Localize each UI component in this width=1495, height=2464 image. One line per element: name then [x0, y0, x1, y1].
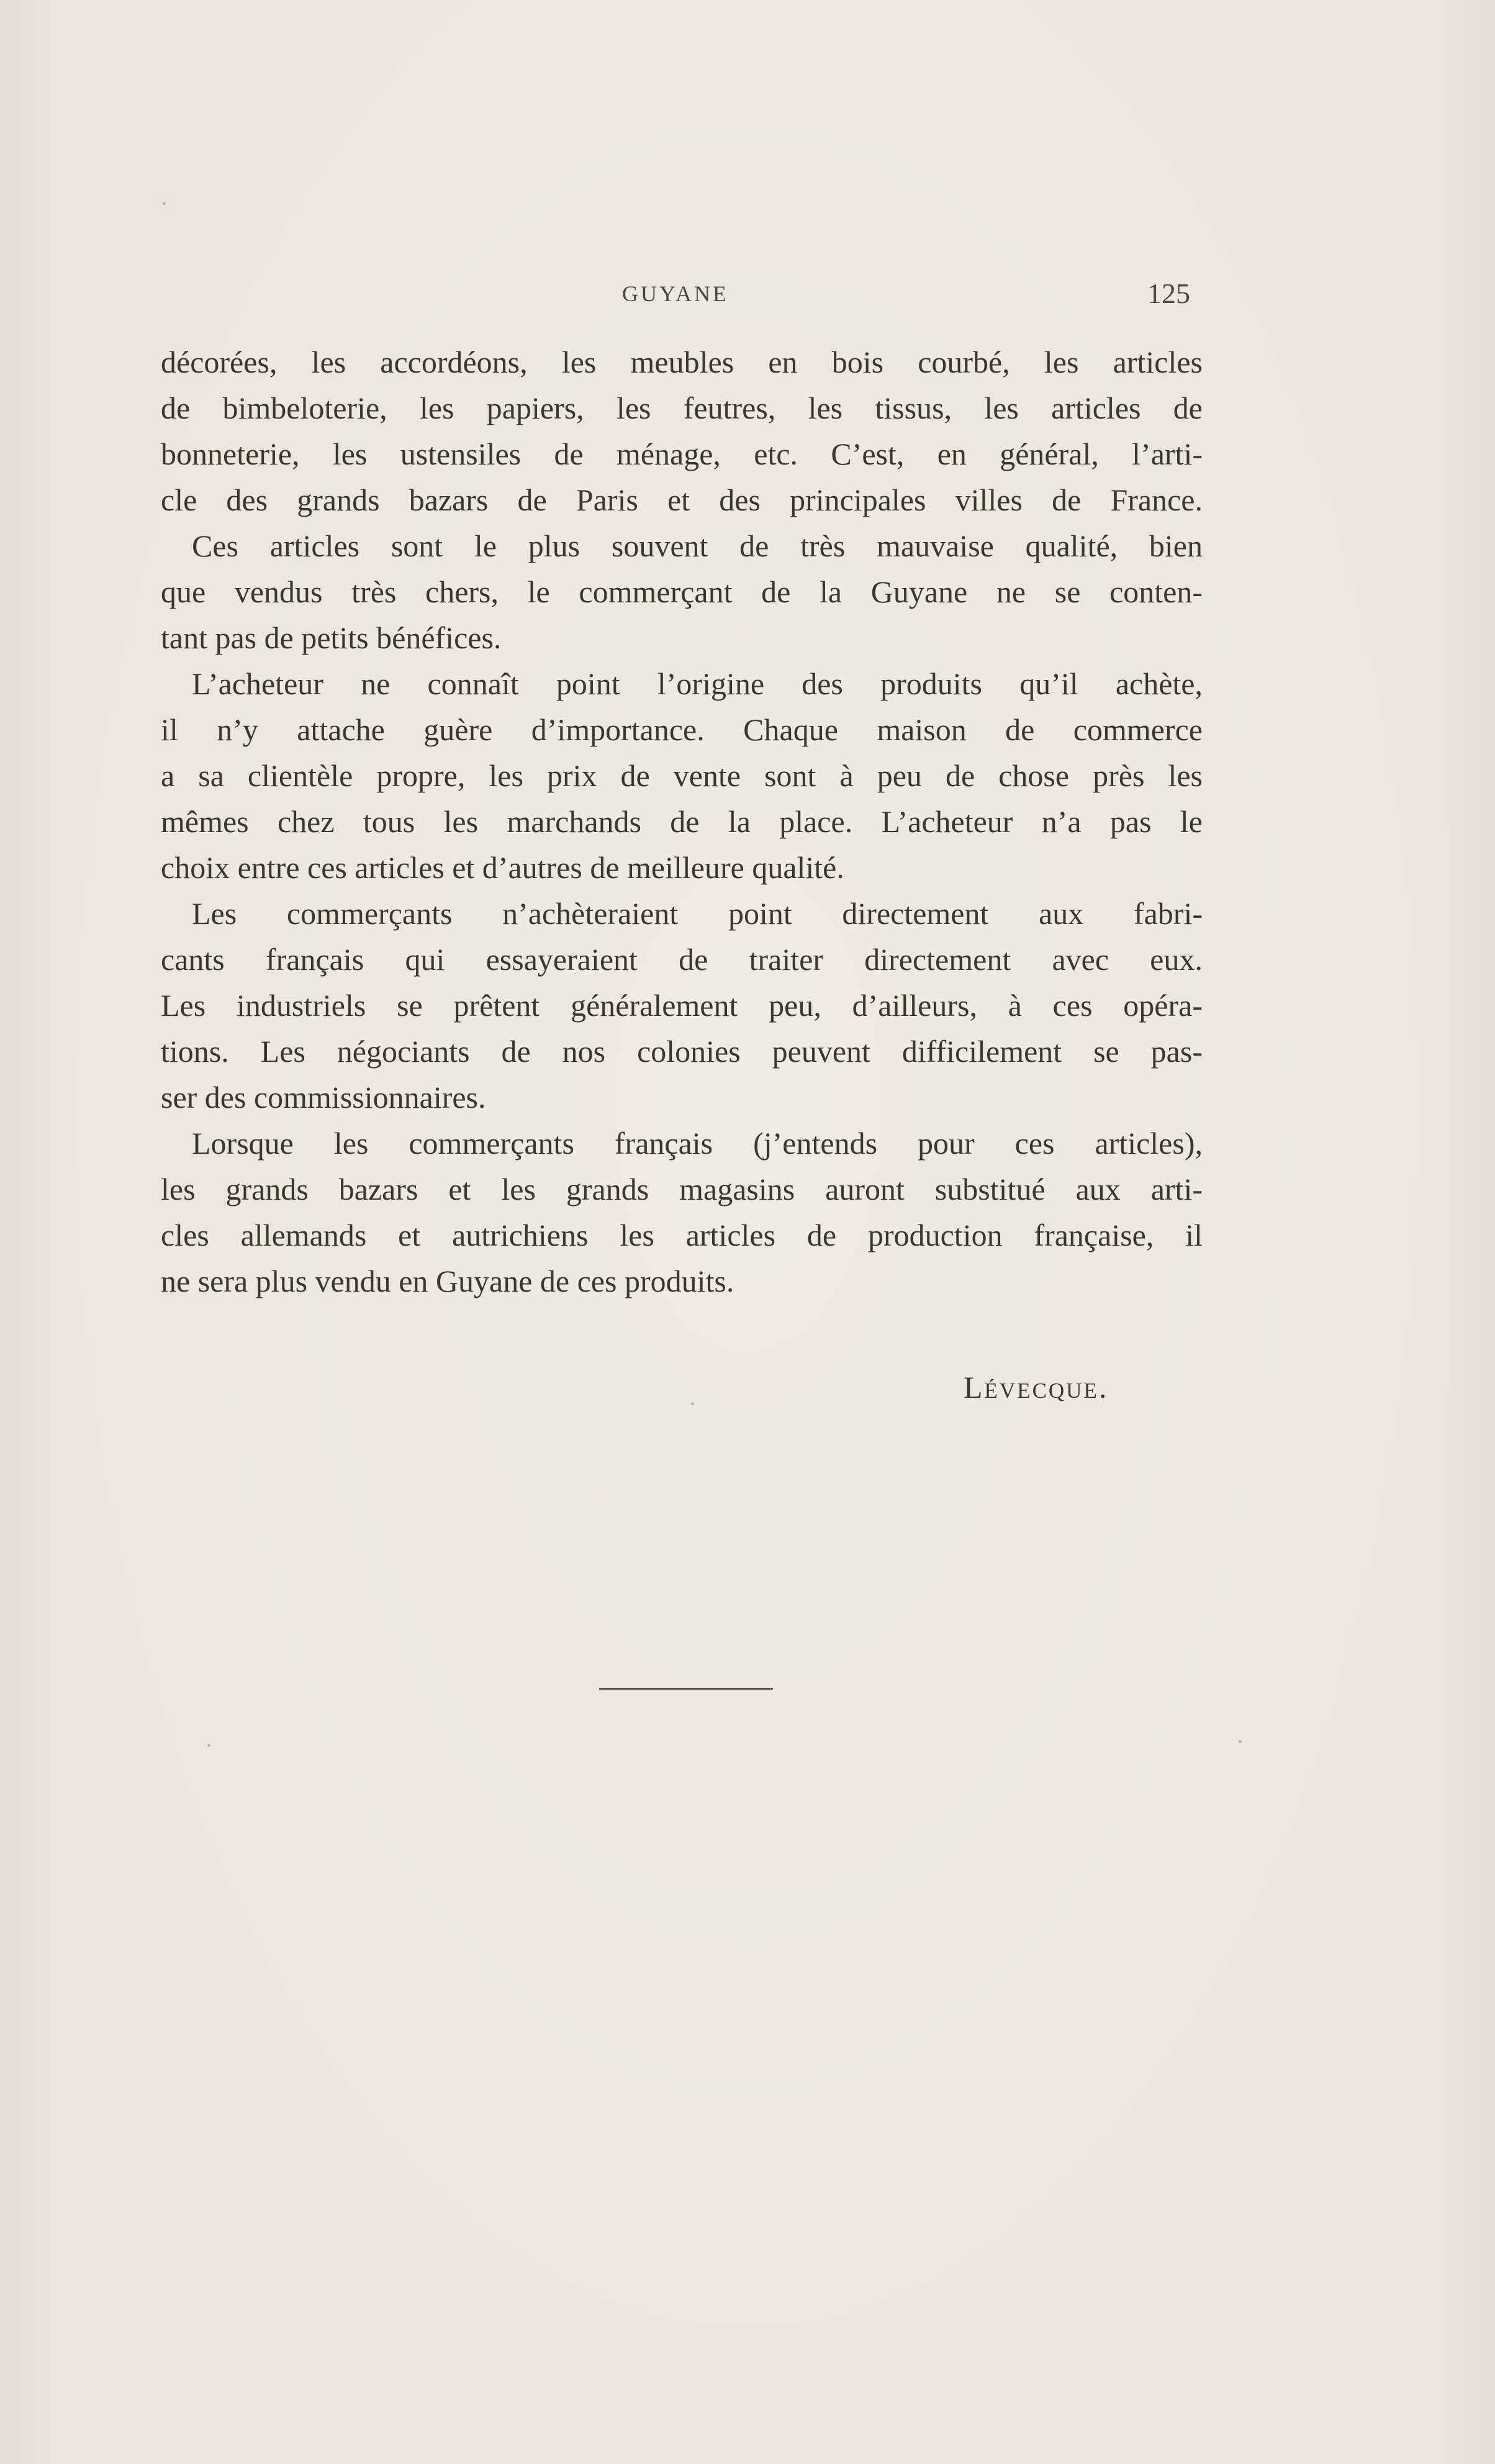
text-line: bonneterie, les ustensiles de ménage, etc. C’est, en général, l’arti-: [161, 437, 1203, 471]
text-line: Les commerçants n’achèteraient point directement aux fabri-: [192, 896, 1203, 931]
text-line: tant pas de petits bénéfices.: [161, 620, 502, 655]
text-line: que vendus très chers, le commerçant de la Guyane ne se conten-: [161, 574, 1203, 609]
text-line: ne sera plus vendu en Guyane de ces produits.: [161, 1264, 734, 1298]
text-line: a sa clientèle propre, les prix de vente sont à peu de chose près les: [161, 758, 1203, 793]
text-line: tions. Les négociants de nos colonies peuvent difficilement se pas-: [161, 1034, 1203, 1069]
text-line: ser des commissionnaires.: [161, 1080, 486, 1115]
end-rule: [599, 1688, 773, 1690]
text-line: de bimbeloterie, les papiers, les feutres, les tissus, les articles de: [161, 391, 1203, 425]
body-text: [161, 339, 1203, 1304]
text-line: il n’y attache guère d’importance. Chaque maison de commerce: [161, 712, 1203, 747]
text-line: cants français qui essayeraient de traiter directement avec eux.: [161, 942, 1203, 977]
text-line: cle des grands bazars de Paris et des principales villes de France.: [161, 482, 1203, 517]
paper-speck: [163, 202, 166, 205]
text-line: décorées, les accordéons, les meubles en bois courbé, les articles: [161, 345, 1203, 379]
text-line: L’acheteur ne connaît point l’origine des produits qu’il achète,: [192, 666, 1203, 701]
running-head: [0, 277, 1495, 314]
text-line: Les industriels se prêtent généralement peu, d’ailleurs, à ces opéra-: [161, 988, 1203, 1023]
text-line: Lorsque les commerçants français (j’entends pour ces articles),: [192, 1126, 1203, 1161]
text-line: mêmes chez tous les marchands de la place. L’acheteur n’a pas le: [161, 804, 1203, 839]
page-number: 125: [1147, 278, 1190, 309]
text-line: Ces articles sont le plus souvent de très mauvaise qualité, bien: [192, 528, 1203, 563]
text-line: les grands bazars et les grands magasins auront substitué aux arti-: [161, 1172, 1203, 1207]
text-line: cles allemands et autrichiens les articles de production française, il: [161, 1218, 1203, 1252]
text-line: choix entre ces articles et d’autres de meilleure qualité.: [161, 850, 844, 885]
paper-speck: [1239, 1740, 1242, 1743]
author-signature: Lévecque.: [964, 1370, 1109, 1405]
paper-speck: [207, 1744, 210, 1747]
section-title: GUYANE: [622, 281, 729, 306]
paper-speck: [691, 1402, 694, 1405]
